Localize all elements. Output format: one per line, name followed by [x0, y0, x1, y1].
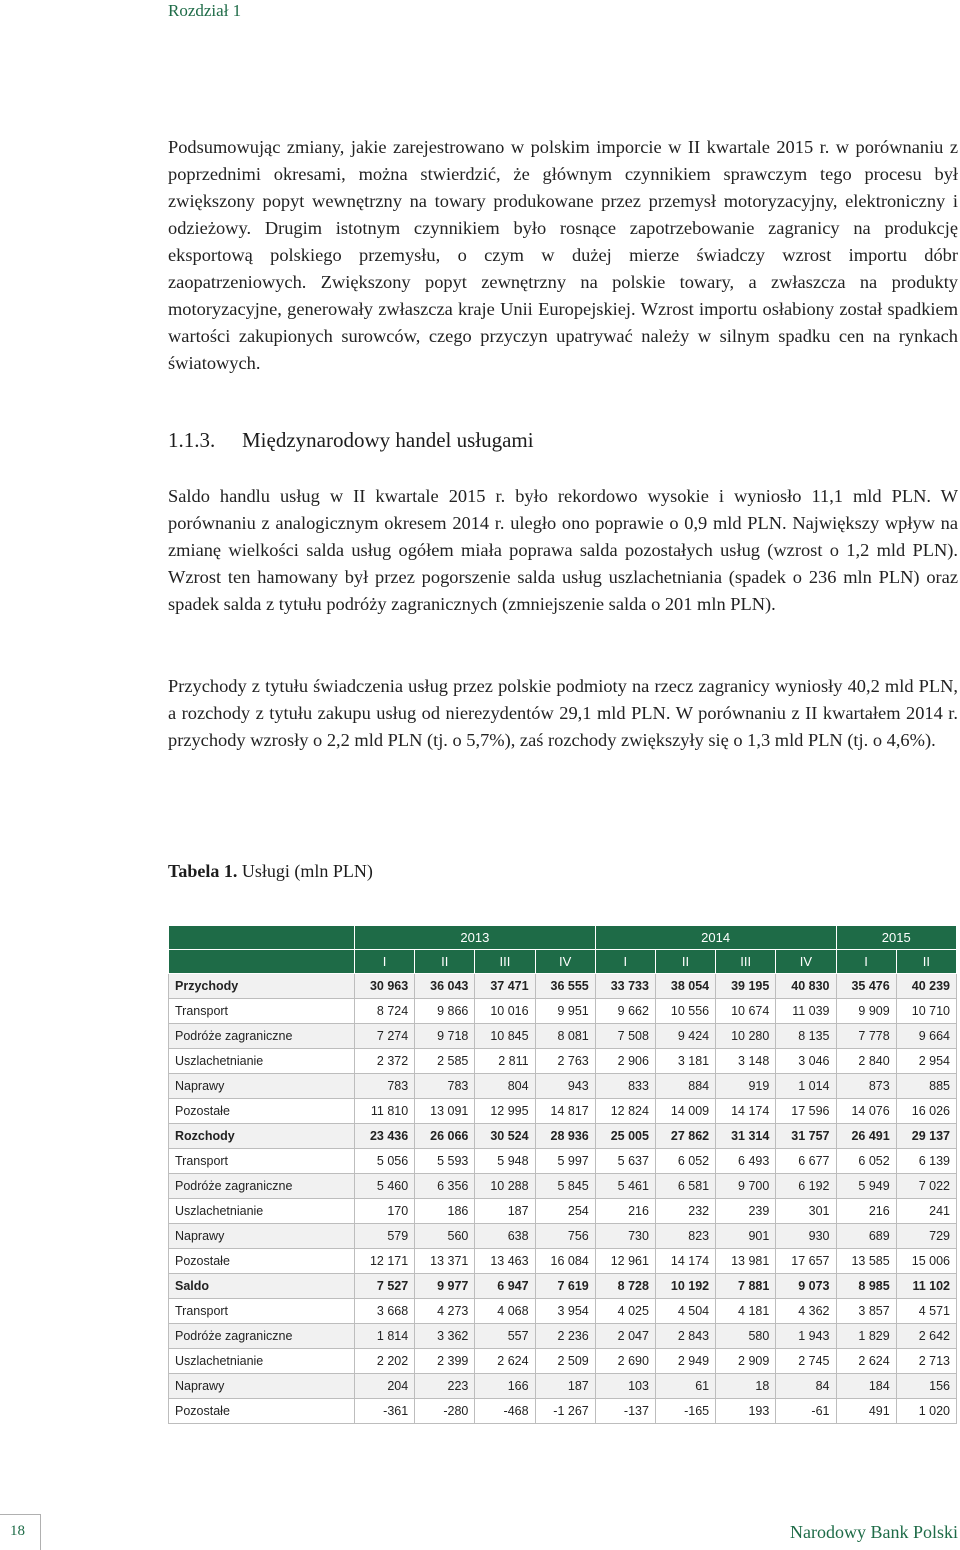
table-cell: 3 148	[716, 1049, 776, 1074]
publisher-name: Narodowy Bank Polski	[790, 1522, 958, 1542]
table-cell: 9 718	[415, 1024, 475, 1049]
row-label: Transport	[169, 1149, 355, 1174]
quarter-header: I	[355, 950, 415, 974]
table-cell: 26 491	[836, 1124, 896, 1149]
table-cell: 7 881	[716, 1274, 776, 1299]
row-label: Naprawy	[169, 1374, 355, 1399]
table-cell: 36 043	[415, 974, 475, 999]
table-cell: 756	[535, 1224, 595, 1249]
table-cell: 1 014	[776, 1074, 836, 1099]
table-cell: 16 026	[896, 1099, 956, 1124]
row-label: Podróże zagraniczne	[169, 1024, 355, 1049]
table-cell: 18	[716, 1374, 776, 1399]
table-cell: 730	[595, 1224, 655, 1249]
quarter-header: II	[655, 950, 715, 974]
table-cell: 15 006	[896, 1249, 956, 1274]
table-cell: 5 460	[355, 1174, 415, 1199]
table-cell: 14 009	[655, 1099, 715, 1124]
table-cell: 10 288	[475, 1174, 535, 1199]
table-cell: 10 710	[896, 999, 956, 1024]
table-cell: 2 624	[475, 1349, 535, 1374]
table-cell: 4 068	[475, 1299, 535, 1324]
table-cell: 38 054	[655, 974, 715, 999]
table-cell: 4 181	[716, 1299, 776, 1324]
table-cell: 2 763	[535, 1049, 595, 1074]
table-cell: 216	[836, 1199, 896, 1224]
table-cell: 7 619	[535, 1274, 595, 1299]
table-cell: 6 356	[415, 1174, 475, 1199]
table-cell: -137	[595, 1399, 655, 1424]
table-cell: 61	[655, 1374, 715, 1399]
year-header: 2015	[836, 926, 957, 950]
table-cell: 2 811	[475, 1049, 535, 1074]
table-cell: 2 236	[535, 1324, 595, 1349]
row-label: Uszlachetnianie	[169, 1349, 355, 1374]
quarter-header-row	[169, 950, 957, 974]
table-cell: 204	[355, 1374, 415, 1399]
table-cell: 25 005	[595, 1124, 655, 1149]
table-cell: 301	[776, 1199, 836, 1224]
quarter-header: III	[475, 950, 535, 974]
row-label: Transport	[169, 999, 355, 1024]
table-row	[169, 1374, 957, 1399]
table-cell: -1 267	[535, 1399, 595, 1424]
table-cell: 6 947	[475, 1274, 535, 1299]
table-cell: 14 174	[655, 1249, 715, 1274]
table-cell: 6 052	[655, 1149, 715, 1174]
table-cell: 580	[716, 1324, 776, 1349]
paragraph-services-revenue: Przychody z tytułu świadczenia usług przez polskie podmioty na rzecz zagranicy wyniosły 40,2 mld PLN, a rozchody z tytułu zakupu usług od nierezydentów 29,1 mld PLN. W porównaniu z II kwartałem 2014 r. przychody wzrosły o 2,2 mld PLN (tj. o 5,7%), zaś rozchody zwiększyły się o 1,3 mld PLN (tj. o 4,6%).	[168, 676, 958, 750]
table-cell: 8 724	[355, 999, 415, 1024]
table-cell: 560	[415, 1224, 475, 1249]
row-label: Podróże zagraniczne	[169, 1324, 355, 1349]
table-cell: 833	[595, 1074, 655, 1099]
table-cell: 84	[776, 1374, 836, 1399]
table-cell: 1 943	[776, 1324, 836, 1349]
quarter-header: IV	[776, 950, 836, 974]
table-cell: 241	[896, 1199, 956, 1224]
table-cell: 186	[415, 1199, 475, 1224]
row-label: Naprawy	[169, 1074, 355, 1099]
table-cell: 3 668	[355, 1299, 415, 1324]
table-cell: 10 192	[655, 1274, 715, 1299]
table-cell: 40 830	[776, 974, 836, 999]
table-cell: 14 174	[716, 1099, 776, 1124]
table-cell: 13 091	[415, 1099, 475, 1124]
table-cell: 7 527	[355, 1274, 415, 1299]
table-cell: 873	[836, 1074, 896, 1099]
table-cell: 13 463	[475, 1249, 535, 1274]
table-cell: 27 862	[655, 1124, 715, 1149]
table-cell: 2 690	[595, 1349, 655, 1374]
table-cell: 33 733	[595, 974, 655, 999]
quarter-header: II	[415, 950, 475, 974]
table-caption-label: Tabela 1.	[168, 861, 238, 881]
table-cell: 30 963	[355, 974, 415, 999]
table-row	[169, 1024, 957, 1049]
table-row	[169, 1124, 957, 1149]
table-cell: 40 239	[896, 974, 956, 999]
table-cell: 6 493	[716, 1149, 776, 1174]
table-cell: 13 981	[716, 1249, 776, 1274]
table-cell: 2 713	[896, 1349, 956, 1374]
table-cell: 9 424	[655, 1024, 715, 1049]
table-cell: 31 314	[716, 1124, 776, 1149]
paragraph-services-balance: Saldo handlu usług w II kwartale 2015 r. było rekordowo wysokie i wyniosło 11,1 mld PLN. W porównaniu z analogicznym okresem 2014 r. uległo ono poprawie o 0,9 mld PLN. Największy wpływ na zmianę wielkości salda usług ogółem miała poprawa salda pozostałych usług (wzrost o 1,2 mld PLN). Wzrost ten hamowany był przez pogorszenie salda usług uszlachetniania (spadek o 236 mln PLN) oraz spadek salda z tytułu podróży zagranicznych (zmniejszenie salda o 201 mln PLN).	[168, 486, 958, 614]
table-row	[169, 1099, 957, 1124]
table-cell: 11 102	[896, 1274, 956, 1299]
table-cell: 193	[716, 1399, 776, 1424]
section-number: 1.1.3.	[168, 428, 216, 452]
table-row	[169, 1299, 957, 1324]
table-cell: 23 436	[355, 1124, 415, 1149]
year-header-row	[169, 926, 957, 950]
row-label: Rozchody	[169, 1124, 355, 1149]
table-cell: 2 047	[595, 1324, 655, 1349]
table-cell: 156	[896, 1374, 956, 1399]
table-cell: 3 046	[776, 1049, 836, 1074]
table-cell: 8 135	[776, 1024, 836, 1049]
table-cell: 2 840	[836, 1049, 896, 1074]
table-cell: -468	[475, 1399, 535, 1424]
chapter-header: Rozdział 1	[168, 1, 242, 20]
table-cell: 29 137	[896, 1124, 956, 1149]
table-cell: 17 657	[776, 1249, 836, 1274]
table-row	[169, 1399, 957, 1424]
table-row	[169, 974, 957, 999]
table-cell: 7 022	[896, 1174, 956, 1199]
table-cell: 5 461	[595, 1174, 655, 1199]
table-cell: 4 273	[415, 1299, 475, 1324]
table-cell: 885	[896, 1074, 956, 1099]
table-cell: 103	[595, 1374, 655, 1399]
table-cell: 184	[836, 1374, 896, 1399]
table-cell: 166	[475, 1374, 535, 1399]
table-cell: 3 954	[535, 1299, 595, 1324]
table-body	[169, 974, 957, 1424]
table-cell: 2 624	[836, 1349, 896, 1374]
table-cell: 7 508	[595, 1024, 655, 1049]
table-cell: 30 524	[475, 1124, 535, 1149]
row-label: Saldo	[169, 1274, 355, 1299]
table-cell: 2 949	[655, 1349, 715, 1374]
table-row	[169, 1274, 957, 1299]
table-cell: 9 866	[415, 999, 475, 1024]
table-cell: 3 181	[655, 1049, 715, 1074]
table-cell: 5 949	[836, 1174, 896, 1199]
table-cell: 3 362	[415, 1324, 475, 1349]
table-cell: 17 596	[776, 1099, 836, 1124]
table-cell: 187	[535, 1374, 595, 1399]
table-row	[169, 1249, 957, 1274]
paragraph-imports-summary: Podsumowując zmiany, jakie zarejestrowano w polskim imporcie w II kwartale 2015 r. w porównaniu z poprzednimi okresami, można stwierdzić, że głównym czynnikiem sprawczym tego procesu był zwiększony popyt wewnętrzny na towary produkowane przez przemysł motoryzacyjny, elektroniczny i odzieżowy. Drugim istotnym czynnikiem było rosnące zapotrzebowanie zagranicy na produkcję eksportową polskiego przemysłu, o czym w dużej mierze świadczy wzrost importu dóbr zaopatrzeniowych. Zwiększony popyt zewnętrzny na polskie towary, a zwłaszcza na produkty motoryzacyjne, generowały zwłaszcza kraje Unii Europejskiej. Wzrost importu osłabiony został spadkiem wartości zakupionych surowców, czego przyczyn upatrywać należy w silnym spadku cen na rynkach światowych.	[168, 137, 958, 373]
footer-divider-vertical	[40, 1514, 41, 1550]
table-row	[169, 1349, 957, 1374]
table-cell: 254	[535, 1199, 595, 1224]
table-cell: 14 076	[836, 1099, 896, 1124]
table-cell: -61	[776, 1399, 836, 1424]
table-cell: 2 909	[716, 1349, 776, 1374]
table-cell: 10 016	[475, 999, 535, 1024]
table-cell: 9 909	[836, 999, 896, 1024]
row-label: Przychody	[169, 974, 355, 999]
table-cell: -165	[655, 1399, 715, 1424]
table-row	[169, 1149, 957, 1174]
table-cell: 8 728	[595, 1274, 655, 1299]
table-cell: 170	[355, 1199, 415, 1224]
table-cell: 8 081	[535, 1024, 595, 1049]
table-cell: 1 020	[896, 1399, 956, 1424]
table-row	[169, 1199, 957, 1224]
row-label: Transport	[169, 1299, 355, 1324]
table-cell: 12 824	[595, 1099, 655, 1124]
table-row	[169, 1049, 957, 1074]
quarter-header: I	[836, 950, 896, 974]
table-cell: 579	[355, 1224, 415, 1249]
table-cell: 10 674	[716, 999, 776, 1024]
table-cell: 10 845	[475, 1024, 535, 1049]
year-header: 2014	[595, 926, 836, 950]
table-cell: 2 642	[896, 1324, 956, 1349]
table-cell: 5 845	[535, 1174, 595, 1199]
table-cell: 6 139	[896, 1149, 956, 1174]
table-cell: 2 399	[415, 1349, 475, 1374]
table-cell: 638	[475, 1224, 535, 1249]
table-cell: 2 906	[595, 1049, 655, 1074]
table-cell: 783	[355, 1074, 415, 1099]
table-cell: 884	[655, 1074, 715, 1099]
table-cell: 2 202	[355, 1349, 415, 1374]
table-cell: 232	[655, 1199, 715, 1224]
table-cell: 6 052	[836, 1149, 896, 1174]
table-cell: 783	[415, 1074, 475, 1099]
table-cell: 729	[896, 1224, 956, 1249]
row-label: Podróże zagraniczne	[169, 1174, 355, 1199]
row-label: Pozostałe	[169, 1249, 355, 1274]
table-cell: 39 195	[716, 974, 776, 999]
quarter-header: I	[595, 950, 655, 974]
table-cell: 930	[776, 1224, 836, 1249]
table-cell: 239	[716, 1199, 776, 1224]
table-cell: 13 585	[836, 1249, 896, 1274]
table-cell: 3 857	[836, 1299, 896, 1324]
table-cell: 919	[716, 1074, 776, 1099]
table-cell: 2 509	[535, 1349, 595, 1374]
services-table	[168, 925, 957, 1424]
table-cell: 7 274	[355, 1024, 415, 1049]
table-cell: 11 039	[776, 999, 836, 1024]
table-cell: 9 977	[415, 1274, 475, 1299]
quarter-header: III	[716, 950, 776, 974]
table-cell: 5 593	[415, 1149, 475, 1174]
table-cell: 804	[475, 1074, 535, 1099]
header-corner	[169, 926, 355, 950]
row-label: Pozostałe	[169, 1399, 355, 1424]
table-row	[169, 999, 957, 1024]
table-cell: 6 677	[776, 1149, 836, 1174]
table-cell: -280	[415, 1399, 475, 1424]
footer-divider	[0, 1514, 40, 1515]
quarter-header: II	[896, 950, 956, 974]
table-cell: 14 817	[535, 1099, 595, 1124]
table-cell: 16 084	[535, 1249, 595, 1274]
table-cell: 2 372	[355, 1049, 415, 1074]
table-cell: 2 745	[776, 1349, 836, 1374]
table-cell: 36 555	[535, 974, 595, 999]
header-corner	[169, 950, 355, 974]
table-cell: 4 571	[896, 1299, 956, 1324]
table-cell: 9 073	[776, 1274, 836, 1299]
page-number: 18	[10, 1523, 25, 1539]
table-cell: 10 556	[655, 999, 715, 1024]
table-cell: 12 171	[355, 1249, 415, 1274]
table-cell: 1 829	[836, 1324, 896, 1349]
table-cell: 901	[716, 1224, 776, 1249]
table-cell: 823	[655, 1224, 715, 1249]
year-header: 2013	[355, 926, 596, 950]
row-label: Uszlachetnianie	[169, 1199, 355, 1224]
section-title: Międzynarodowy handel usługami	[242, 428, 534, 452]
table-row	[169, 1174, 957, 1199]
table-cell: 4 504	[655, 1299, 715, 1324]
table-cell: -361	[355, 1399, 415, 1424]
table-caption	[168, 861, 373, 882]
table-cell: 1 814	[355, 1324, 415, 1349]
table-cell: 557	[475, 1324, 535, 1349]
table-cell: 4 025	[595, 1299, 655, 1324]
table-cell: 9 700	[716, 1174, 776, 1199]
table-cell: 2 954	[896, 1049, 956, 1074]
table-cell: 11 810	[355, 1099, 415, 1124]
section-heading	[168, 428, 534, 453]
table-cell: 28 936	[535, 1124, 595, 1149]
table-row	[169, 1074, 957, 1099]
table-cell: 9 662	[595, 999, 655, 1024]
table-cell: 12 995	[475, 1099, 535, 1124]
table-cell: 31 757	[776, 1124, 836, 1149]
table-cell: 26 066	[415, 1124, 475, 1149]
row-label: Uszlachetnianie	[169, 1049, 355, 1074]
table-cell: 8 985	[836, 1274, 896, 1299]
table-cell: 689	[836, 1224, 896, 1249]
table-cell: 4 362	[776, 1299, 836, 1324]
table-cell: 9 951	[535, 999, 595, 1024]
table-cell: 223	[415, 1374, 475, 1399]
table-cell: 5 056	[355, 1149, 415, 1174]
table-cell: 12 961	[595, 1249, 655, 1274]
table-cell: 10 280	[716, 1024, 776, 1049]
table-cell: 37 471	[475, 974, 535, 999]
table-cell: 2 585	[415, 1049, 475, 1074]
table-cell: 5 637	[595, 1149, 655, 1174]
table-cell: 6 192	[776, 1174, 836, 1199]
row-label: Naprawy	[169, 1224, 355, 1249]
table-caption-text: Usługi (mln PLN)	[237, 861, 373, 881]
table-cell: 943	[535, 1074, 595, 1099]
table-cell: 13 371	[415, 1249, 475, 1274]
quarter-header: IV	[535, 950, 595, 974]
table-row	[169, 1324, 957, 1349]
table-cell: 491	[836, 1399, 896, 1424]
table-cell: 35 476	[836, 974, 896, 999]
row-label: Pozostałe	[169, 1099, 355, 1124]
table-cell: 5 997	[535, 1149, 595, 1174]
table-cell: 187	[475, 1199, 535, 1224]
table-cell: 2 843	[655, 1324, 715, 1349]
table-cell: 9 664	[896, 1024, 956, 1049]
table-cell: 216	[595, 1199, 655, 1224]
table-cell: 5 948	[475, 1149, 535, 1174]
table-row	[169, 1224, 957, 1249]
table-cell: 6 581	[655, 1174, 715, 1199]
table-cell: 7 778	[836, 1024, 896, 1049]
